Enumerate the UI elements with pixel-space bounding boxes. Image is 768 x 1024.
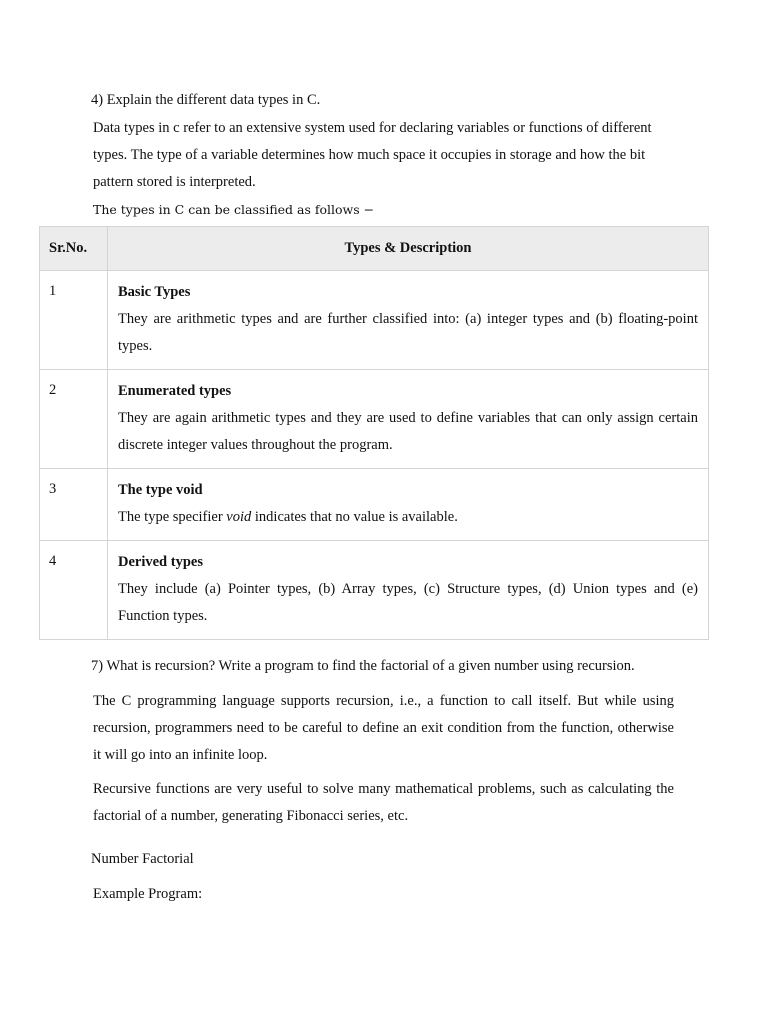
row-description: [108, 271, 709, 370]
void-keyword: void: [226, 509, 252, 525]
header-sr-no: Sr.No.: [40, 227, 108, 271]
row-number: 2: [40, 370, 108, 469]
question-recursion: 7) What is recursion? Write a program to find the factorial of a given number using recursion.: [91, 658, 635, 674]
recursion-paragraph-1: The C programming language supports recursion, i.e., a function to call itself. But while using recursion, programmers need to be careful to define an exit condition from the function, otherwise it will go into an infinite loop.: [93, 693, 674, 763]
row-title: The type void: [118, 482, 203, 498]
recursion-paragraph-2: Recursive functions are very useful to solve many mathematical problems, such as calculating the factorial of a number, generating Fibonacci series, etc.: [93, 781, 674, 824]
types-classified-text: The types in C can be classified as follows −: [93, 202, 375, 217]
table-row: [40, 469, 709, 541]
number-factorial-heading: Number Factorial: [91, 851, 194, 867]
row-description: [108, 541, 709, 640]
table-row: [40, 370, 709, 469]
row-description: [108, 469, 709, 541]
question-data-types: 4) Explain the different data types in C.: [91, 92, 321, 108]
data-types-table: [39, 226, 709, 640]
row-text: They include (a) Pointer types, (b) Array types, (c) Structure types, (d) Union types and (e) Function types.: [118, 581, 698, 624]
row-text: They are arithmetic types and are further classified into: (a) integer types and (b) floating-point types.: [118, 311, 698, 354]
table-row: [40, 541, 709, 640]
row-number: 3: [40, 469, 108, 541]
row-text-before: The type specifier: [118, 509, 227, 525]
header-types-description: Types & Description: [108, 227, 709, 271]
table-header-row: [40, 227, 709, 271]
row-number: 4: [40, 541, 108, 640]
example-program-label: Example Program:: [93, 886, 203, 902]
row-number: 1: [40, 271, 108, 370]
row-description: [108, 370, 709, 469]
row-text: They are again arithmetic types and they are used to define variables that can only assign certain discrete integer values throughout the program.: [118, 410, 698, 453]
row-title: Derived types: [118, 554, 203, 570]
row-title: Enumerated types: [118, 383, 232, 399]
row-text-after: indicates that no value is available.: [251, 509, 458, 525]
row-text: [118, 504, 698, 531]
row-title: Basic Types: [118, 284, 191, 300]
data-types-intro: Data types in c refer to an extensive system used for declaring variables or functions of different types. The type of a variable determines how much space it occupies in storage and how the bit pattern stored is interpreted.: [93, 120, 652, 190]
table-row: [40, 271, 709, 370]
